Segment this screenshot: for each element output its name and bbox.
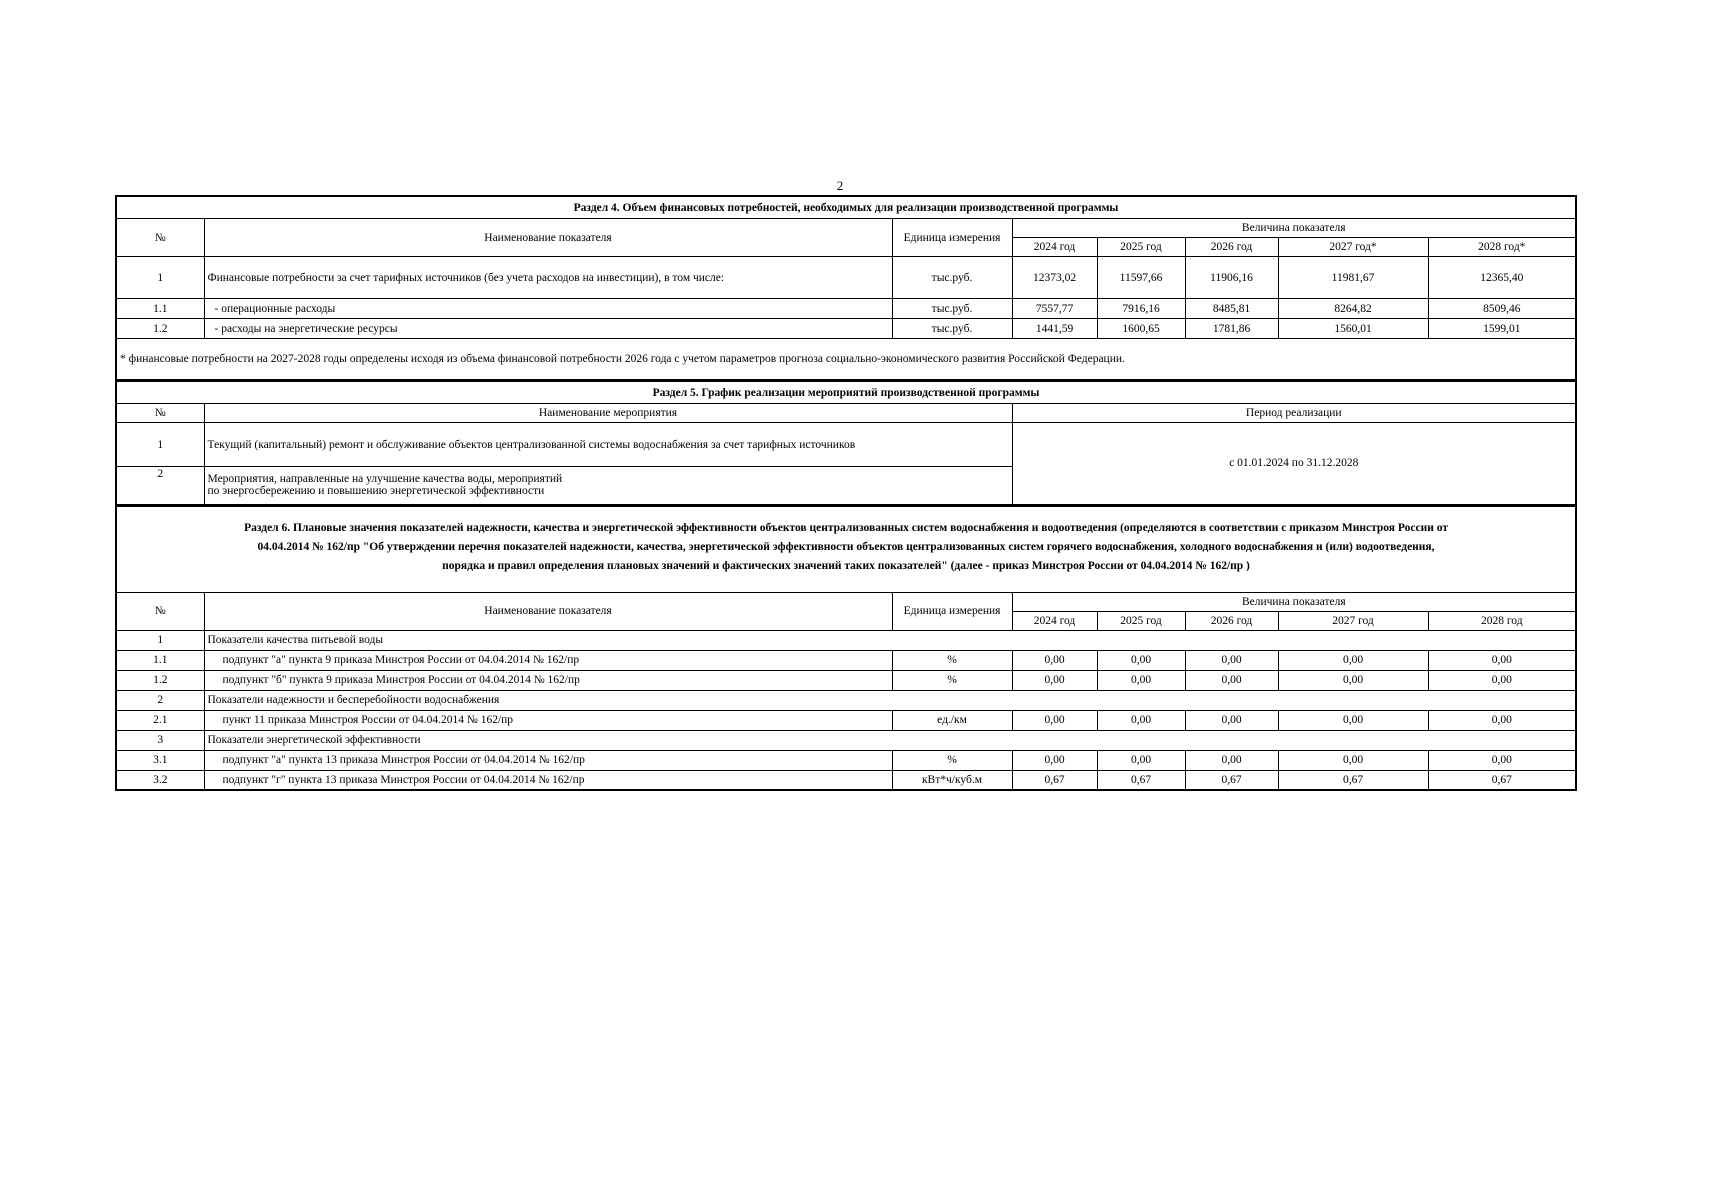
- row-value: 7916,16: [1097, 299, 1185, 319]
- row-value: 0,00: [1012, 670, 1097, 690]
- row-value: 0,00: [1185, 650, 1278, 670]
- row-value: 8485,81: [1185, 299, 1278, 319]
- row-num: 3.2: [116, 770, 204, 790]
- section5-period: с 01.01.2024 по 31.12.2028: [1012, 423, 1576, 505]
- row-name: [204, 467, 1012, 505]
- row-unit: ед./км: [892, 710, 1012, 730]
- row-value: 0,00: [1278, 670, 1428, 690]
- row-num: 1.2: [116, 670, 204, 690]
- row-value: 0,00: [1278, 710, 1428, 730]
- group-num: 1: [116, 630, 204, 650]
- row-value: 0,67: [1278, 770, 1428, 790]
- row-name: - расходы на энергетические ресурсы: [204, 319, 892, 339]
- row-name: подпункт "а" пункта 9 приказа Минстроя России от 04.04.2014 № 162/пр: [204, 650, 892, 670]
- section5-header-num: №: [116, 404, 204, 423]
- section6-row: [116, 770, 1576, 790]
- row-num: 3.1: [116, 750, 204, 770]
- section6-header-num: №: [116, 592, 204, 630]
- row-value: 11597,66: [1097, 257, 1185, 299]
- row-name: Финансовые потребности за счет тарифных источников (без учета расходов на инвестиции), в том числе:: [204, 257, 892, 299]
- section4-row: [116, 299, 1576, 319]
- row-value: 8509,46: [1428, 299, 1576, 319]
- row-value: 1560,01: [1278, 319, 1428, 339]
- row-value: 0,67: [1428, 770, 1576, 790]
- row-value: 0,00: [1185, 710, 1278, 730]
- section4-header-value: Величина показателя: [1012, 219, 1576, 238]
- row-value: 0,67: [1097, 770, 1185, 790]
- section6-year-2028: 2028 год: [1428, 611, 1576, 630]
- section5-title: Раздел 5. График реализации мероприятий производственной программы: [116, 382, 1576, 404]
- group-num: 3: [116, 730, 204, 750]
- section6-group-row: [116, 690, 1576, 710]
- section6-group-row: [116, 730, 1576, 750]
- row-value: 0,00: [1012, 750, 1097, 770]
- row-value: 0,00: [1185, 750, 1278, 770]
- page-number: 2: [836, 178, 844, 193]
- row-value: 1441,59: [1012, 319, 1097, 339]
- row-value: 0,00: [1012, 650, 1097, 670]
- group-name: Показатели качества питьевой воды: [204, 630, 1576, 650]
- section4-row: [116, 319, 1576, 339]
- row-unit: %: [892, 650, 1012, 670]
- row-unit: %: [892, 750, 1012, 770]
- section4-header-num: №: [116, 219, 204, 257]
- group-num: 2: [116, 690, 204, 710]
- row-unit: тыс.руб.: [892, 257, 1012, 299]
- row-value: 7557,77: [1012, 299, 1097, 319]
- row-unit: %: [892, 670, 1012, 690]
- section4-year-2026: 2026 год: [1185, 238, 1278, 257]
- section4-table: [115, 195, 1577, 381]
- section4-title: Раздел 4. Объем финансовых потребностей, необходимых для реализации производственной программы: [116, 196, 1576, 219]
- section4-year-2025: 2025 год: [1097, 238, 1185, 257]
- row-num: 1: [116, 257, 204, 299]
- row-value: 0,00: [1278, 650, 1428, 670]
- row-value: 0,00: [1278, 750, 1428, 770]
- section6-header-name: Наименование показателя: [204, 592, 892, 630]
- row-value: 1781,86: [1185, 319, 1278, 339]
- row-value: 0,00: [1097, 650, 1185, 670]
- row-value: 1599,01: [1428, 319, 1576, 339]
- row-name: - операционные расходы: [204, 299, 892, 319]
- section4-header-unit: Единица измерения: [892, 219, 1012, 257]
- section6-row: [116, 750, 1576, 770]
- section6-title: [116, 506, 1576, 592]
- section6-year-2026: 2026 год: [1185, 611, 1278, 630]
- section5-header-name: Наименование мероприятия: [204, 404, 1012, 423]
- row-value: 0,67: [1185, 770, 1278, 790]
- row-value: 0,00: [1097, 670, 1185, 690]
- section6-group-row: [116, 630, 1576, 650]
- row-value: 0,00: [1428, 710, 1576, 730]
- section6-header-unit: Единица измерения: [892, 592, 1012, 630]
- section6-title-line: Раздел 6. Плановые значения показателей надежности, качества и энергетической эффективности объектов централизованных систем водоснабжения и водоотведения (определяются в соответствии с приказом Минстроя России от: [244, 521, 1448, 534]
- row-unit: тыс.руб.: [892, 299, 1012, 319]
- row-name: подпункт "г" пункта 13 приказа Минстроя России от 04.04.2014 № 162/пр: [204, 770, 892, 790]
- row-num: 2: [116, 467, 204, 505]
- row-name: Текущий (капитальный) ремонт и обслуживание объектов централизованной системы водоснабжения за счет тарифных источников: [204, 423, 1012, 467]
- row-num: 1.1: [116, 650, 204, 670]
- section5-row: [116, 423, 1576, 467]
- section4-year-2024: 2024 год: [1012, 238, 1097, 257]
- row-name-line: по энергосбережению и повышению энергетической эффективности: [207, 485, 545, 498]
- row-value: 0,00: [1097, 710, 1185, 730]
- row-value: 0,00: [1428, 650, 1576, 670]
- section5-header-period: Период реализации: [1012, 404, 1576, 423]
- row-name: подпункт "а" пункта 13 приказа Минстроя России от 04.04.2014 № 162/пр: [204, 750, 892, 770]
- section6-header-value: Величина показателя: [1012, 592, 1576, 611]
- row-name-line: Мероприятия, направленные на улучшение качества воды, мероприятий: [207, 473, 563, 486]
- row-name: подпункт "б" пункта 9 приказа Минстроя России от 04.04.2014 № 162/пр: [204, 670, 892, 690]
- row-value: 0,00: [1428, 750, 1576, 770]
- row-value: 0,00: [1012, 710, 1097, 730]
- document-body: [115, 195, 1575, 791]
- section6-row: [116, 670, 1576, 690]
- section6-row: [116, 710, 1576, 730]
- section4-footnote: * финансовые потребности на 2027-2028 годы определены исходя из объема финансовой потребности 2026 года с учетом параметров прогноза социально-экономического развития Российской Федерации.: [116, 339, 1576, 381]
- section6-row: [116, 650, 1576, 670]
- section4-header-name: Наименование показателя: [204, 219, 892, 257]
- section6-year-2027: 2027 год: [1278, 611, 1428, 630]
- row-value: 0,00: [1428, 670, 1576, 690]
- row-num: 1.2: [116, 319, 204, 339]
- row-value: 11981,67: [1278, 257, 1428, 299]
- section6-year-2025: 2025 год: [1097, 611, 1185, 630]
- section4-year-2028: 2028 год*: [1428, 238, 1576, 257]
- row-value: 12365,40: [1428, 257, 1576, 299]
- row-value: 0,00: [1185, 670, 1278, 690]
- section4-year-2027: 2027 год*: [1278, 238, 1428, 257]
- section5-table: [115, 381, 1577, 506]
- section4-row: [116, 257, 1576, 299]
- row-unit: тыс.руб.: [892, 319, 1012, 339]
- row-value: 1600,65: [1097, 319, 1185, 339]
- row-num: 2.1: [116, 710, 204, 730]
- row-value: 0,00: [1097, 750, 1185, 770]
- section6-year-2024: 2024 год: [1012, 611, 1097, 630]
- row-unit: кВт*ч/куб.м: [892, 770, 1012, 790]
- section6-title-line: 04.04.2014 № 162/пр "Об утверждении перечня показателей надежности, качества, энергетической эффективности объектов централизованных систем горячего водоснабжения, холодного водоснабжения и (или) водоотведения,: [257, 540, 1435, 553]
- section6-table: [115, 506, 1577, 792]
- group-name: Показатели надежности и бесперебойности водоснабжения: [204, 690, 1576, 710]
- row-value: 0,67: [1012, 770, 1097, 790]
- section6-title-line: порядка и правил определения плановых значений и фактических значений таких показателей" (далее - приказ Минстроя России от 04.04.2014 № 162/пр ): [442, 559, 1250, 572]
- row-value: 11906,16: [1185, 257, 1278, 299]
- row-value: 12373,02: [1012, 257, 1097, 299]
- row-num: 1: [116, 423, 204, 467]
- group-name: Показатели энергетической эффективности: [204, 730, 1576, 750]
- row-value: 8264,82: [1278, 299, 1428, 319]
- row-num: 1.1: [116, 299, 204, 319]
- row-name: пункт 11 приказа Минстроя России от 04.04.2014 № 162/пр: [204, 710, 892, 730]
